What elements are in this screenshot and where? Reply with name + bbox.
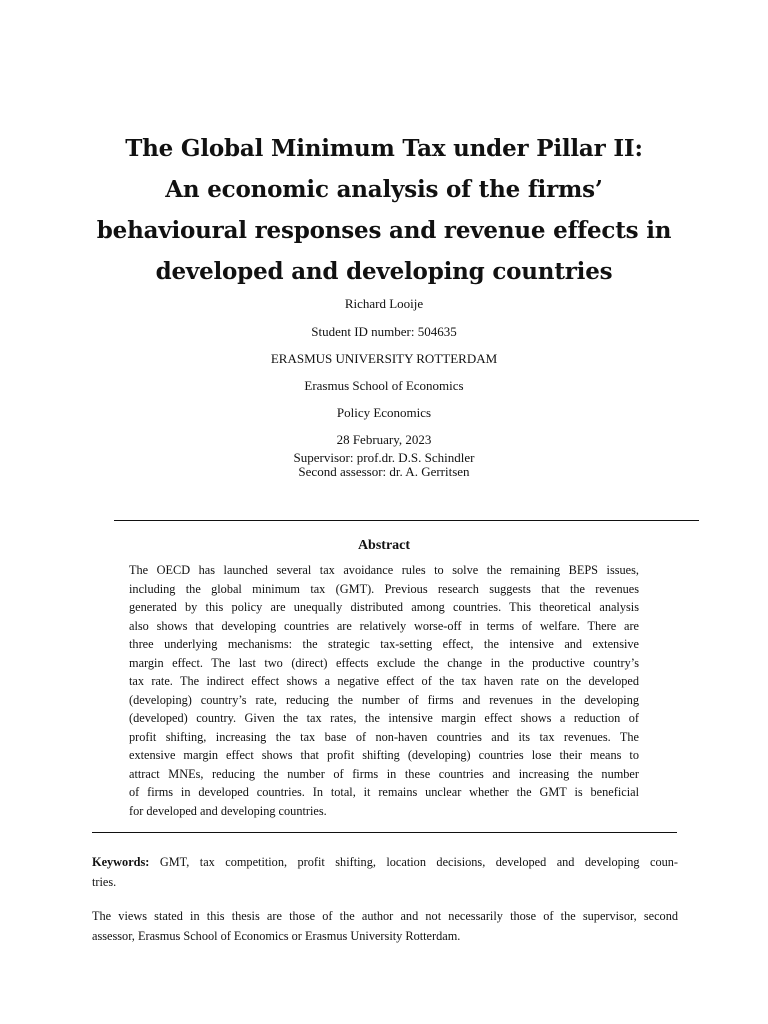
disclaimer-line: The views stated in this thesis are those of the author and not necessarily those of the supervisor, second bbox=[92, 909, 678, 923]
abstract-line: The OECD has launched several tax avoidance rules to solve the remaining BEPS issues, bbox=[129, 563, 639, 577]
abstract-line: extensive margin effect shows that profit shifting (developing) countries lose their means to bbox=[129, 748, 639, 762]
abstract-line: (developed) country. Given the tax rates, the intensive margin effect shows a reduction of bbox=[129, 711, 639, 725]
university-name: ERASMUS UNIVERSITY ROTTERDAM bbox=[270, 351, 498, 366]
keywords-continuation: tries. bbox=[92, 875, 117, 889]
abstract-body bbox=[129, 561, 639, 820]
programme-name: Policy Economics bbox=[336, 405, 432, 420]
school-name: Erasmus School of Economics bbox=[304, 378, 464, 393]
abstract-line: of firms in developed countries. In total, it remains unclear whether the GMT is beneficial bbox=[129, 785, 639, 799]
abstract-line: also shows that developing countries are relatively worse-off in terms of welfare. There are bbox=[129, 618, 639, 633]
abstract-heading: Abstract bbox=[357, 538, 411, 553]
abstract-line: three underlying mechanisms: the strategic tax-setting effect, the intensive and extensive bbox=[129, 637, 639, 651]
author-name: Richard Looije bbox=[344, 296, 424, 311]
keywords-section bbox=[92, 852, 678, 892]
abstract-line: (developing) country’s rate, reducing the number of firms and revenues in the developing bbox=[129, 692, 639, 707]
abstract-line: for developed and developing countries. bbox=[129, 803, 327, 818]
second-assessor: Second assessor: dr. A. Gerritsen bbox=[298, 464, 470, 479]
supervisor: Supervisor: prof.dr. D.S. Schindler bbox=[293, 450, 475, 465]
title-line: An economic analysis of the firms’ bbox=[165, 176, 603, 203]
title-line: behavioural responses and revenue effects in bbox=[96, 217, 672, 244]
abstract-line: margin effect. The last two (direct) effects exclude the change in the productive country’s bbox=[129, 655, 639, 670]
title-line: The Global Minimum Tax under Pillar II: bbox=[125, 135, 643, 162]
submission-date: 28 February, 2023 bbox=[336, 432, 432, 447]
abstract-line: profit shifting, increasing the tax base of non-haven countries and its tax revenues. The bbox=[129, 729, 639, 744]
keywords-label: Keywords: bbox=[92, 855, 150, 869]
keywords-text: GMT, tax competition, profit shifting, location decisions, developed and developing coun- bbox=[149, 855, 678, 869]
abstract-line: generated by this policy are unequally distributed among countries. This theoretical analysis bbox=[129, 600, 639, 614]
top-divider bbox=[114, 520, 699, 521]
disclaimer bbox=[92, 906, 678, 946]
title-line: developed and developing countries bbox=[155, 258, 613, 285]
disclaimer-line: assessor, Erasmus School of Economics or Erasmus University Rotterdam. bbox=[92, 929, 461, 943]
student-id: Student ID number: 504635 bbox=[311, 324, 457, 339]
abstract-line: attract MNEs, reducing the number of firms in these countries and increasing the number bbox=[129, 766, 639, 781]
bottom-divider bbox=[92, 832, 677, 833]
thesis-title bbox=[60, 128, 708, 292]
abstract-line: tax rate. The indirect effect shows a negative effect of the tax haven rate on the developed bbox=[129, 674, 639, 688]
abstract-line: including the global minimum tax (GMT). Previous research suggests that the revenues bbox=[129, 581, 639, 596]
keywords-line bbox=[92, 852, 678, 872]
